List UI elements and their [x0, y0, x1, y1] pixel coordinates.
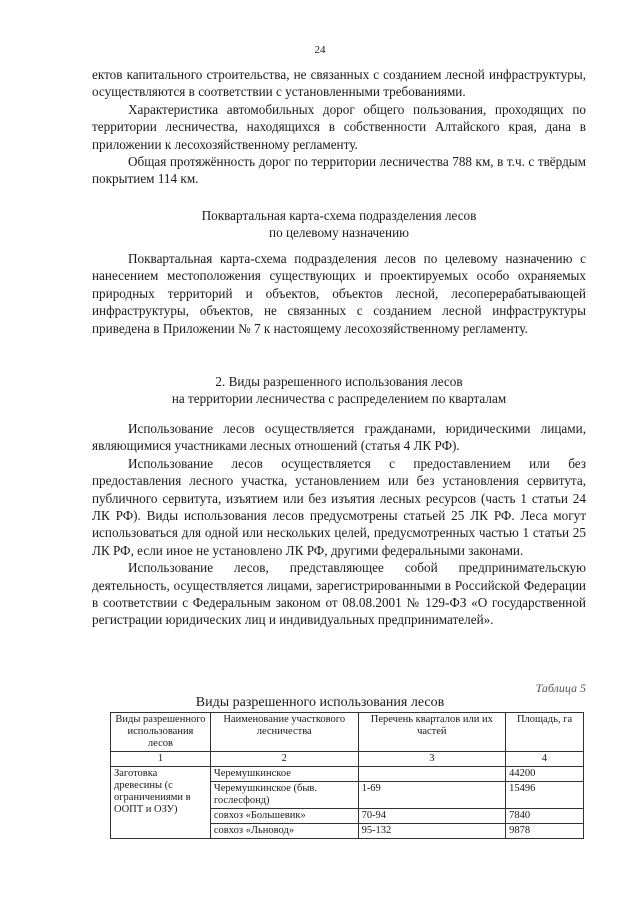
column-number: 3 — [358, 752, 506, 767]
column-number: 1 — [111, 752, 211, 767]
quarters-cell: 95-132 — [358, 824, 506, 839]
column-number: 2 — [210, 752, 358, 767]
column-header: Виды разрешенного использования лесов — [111, 713, 211, 752]
heading-line: на территории лесничества с распределением по кварталам — [171, 391, 507, 407]
table-number-row — [111, 752, 584, 767]
forestry-name-cell: Черемушкинское (быв. гослесфонд) — [210, 782, 358, 809]
uses-table — [110, 712, 584, 839]
forestry-name-cell: совхоз «Льновод» — [210, 824, 358, 839]
heading-line: 2. Виды разрешенного использования лесов — [215, 374, 463, 389]
heading-line: по целевому назначению — [269, 225, 409, 241]
table-header-row — [111, 713, 584, 752]
paragraph: Использование лесов осуществляется с предоставлением или без предоставления лесного участка, установлением или без установления сервитута, публичного сервитута, изъятием или без изъятия лесных ресурсов (часть 1 статьи 24 ЛК РФ). Виды использования лесов предусмотрены статьей 25 ЛК РФ. Леса могут использоваться для одной или нескольких целей, предусмотренных частью 1 статьи 25 ЛК РФ, если иное не установлено ЛК РФ, другими федеральными законами. — [92, 455, 586, 558]
area-cell: 15496 — [506, 782, 584, 809]
column-header: Перечень кварталов или их частей — [358, 713, 506, 752]
bottom-text — [92, 420, 586, 629]
column-number: 4 — [506, 752, 584, 767]
paragraph: Использование лесов, представляющее собой предпринимательскую деятельность, осуществляется лицами, зарегистрированными в Российской Федерации в соответствии с Федеральным законом от 08.08.2001 № 129-ФЗ «О государственной регистрации юридических лиц и индивидуальных предпринимателей». — [92, 560, 586, 628]
area-cell: 44200 — [506, 767, 584, 782]
area-cell: 9878 — [506, 824, 584, 839]
quarters-cell: 1-69 — [358, 782, 506, 809]
paragraph: Общая протяжённость дорог по территории лесничества 788 км, в т.ч. с твёрдым покрытием 114 км. — [92, 154, 586, 187]
area-cell: 7840 — [506, 809, 584, 824]
use-type-cell: Заготовка древесины (с ограничениями в ООПТ и ОЗУ) — [111, 767, 211, 839]
paragraph: Поквартальная карта-схема подразделения лесов по целевому назначению с нанесением местоположения существующих и проектируемых особо охраняемых природных территорий и объектов, объектов лесной, лесоперерабатывающей инфраструктуры, объектов, не связанных с созданием лесной инфраструктуры приведена в Приложении № 7 к настоящему лесохозяйственному регламенту. — [92, 251, 586, 336]
quarters-cell: 70-94 — [358, 809, 506, 824]
forestry-name-cell: Черемушкинское — [210, 767, 358, 782]
page-number: 24 — [314, 44, 326, 56]
paragraph: Использование лесов осуществляется гражданами, юридическими лицами, являющимися участниками лесных отношений (статья 4 ЛК РФ). — [92, 421, 586, 454]
top-text — [92, 66, 586, 188]
column-header: Площадь, га — [506, 713, 584, 752]
table-title: Виды разрешенного использования лесов — [195, 695, 445, 710]
forestry-name-cell: совхоз «Большевик» — [210, 809, 358, 824]
table-row — [111, 767, 584, 782]
paragraph: Характеристика автомобильных дорог общего пользования, проходящих по территории лесничества, находящихся в собственности Алтайского края, дана в приложении к лесохозяйственному регламенту. — [92, 101, 586, 152]
map-paragraph — [92, 250, 586, 337]
section-heading-uses — [92, 373, 586, 408]
quarters-cell — [358, 767, 506, 782]
table-label: Таблица 5 — [535, 681, 586, 695]
heading-line: Поквартальная карта-схема подразделения лесов — [201, 208, 477, 223]
section-heading-map — [92, 207, 586, 242]
paragraph: ектов капитального строительства, не связанных с созданием лесной инфраструктуры, осуществляются в соответствии с установленными требованиями. — [92, 67, 586, 100]
column-header: Наименование участкового лесничества — [210, 713, 358, 752]
